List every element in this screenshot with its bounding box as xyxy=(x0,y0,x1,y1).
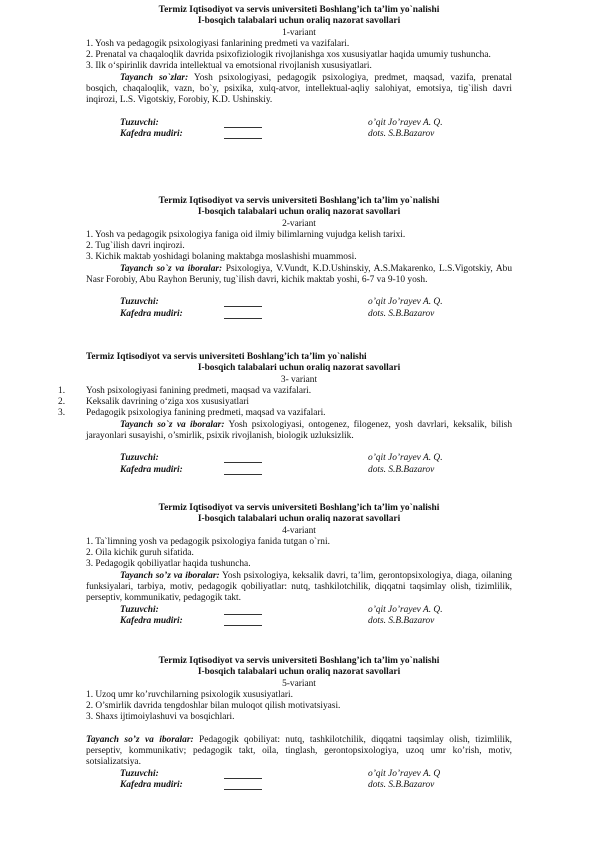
keywords-paragraph xyxy=(86,735,512,769)
question-item: 2. Prenatal va chaqaloqlik davrida psixofiziologik rivojlanishga xos xususiyatlar haqida umumiy tushuncha. xyxy=(86,50,491,61)
variant-label: 1-variant xyxy=(282,27,316,38)
keywords-paragraph xyxy=(86,571,512,605)
variant-5 xyxy=(86,656,512,791)
question-item: 2. Oila kichik guruh sifatida. xyxy=(86,548,194,559)
keywords-paragraph xyxy=(86,73,512,107)
author-signature-row xyxy=(86,297,512,308)
author-name: o’qit Jo’rayev A. Q. xyxy=(368,604,443,615)
question-number: 2. xyxy=(58,397,66,408)
signature-line xyxy=(224,309,262,319)
author-label: Tuzuvchi: xyxy=(120,297,159,308)
question-item: 1. Ta`limning yosh va pedagogik psixologiya fanida tutgan o`rni. xyxy=(86,536,330,547)
question-item: 1. Yosh va pedagogik psixologiyasi fanlarining predmeti va vazifalari. xyxy=(86,38,350,49)
keywords-label: Tayanch so`zlar: xyxy=(120,72,189,83)
head-label: Kafedra mudiri: xyxy=(120,128,183,139)
head-signature-row xyxy=(86,129,512,140)
university-title: Termiz Iqtisodiyot va servis universiteti Boshlang’ich ta’lim yo`nalishi xyxy=(86,352,367,362)
signature-line xyxy=(224,453,262,463)
author-label: Tuzuvchi: xyxy=(120,604,159,615)
university-title: Termiz Iqtisodiyot va servis universiteti Boshlang’ich ta’lim yo`nalishi xyxy=(158,503,440,513)
author-signature-row xyxy=(86,605,512,616)
signature-line xyxy=(224,129,262,139)
head-name: dots. S.B.Bazarov xyxy=(368,779,435,790)
question-item: 1. Yosh va pedagogik psixologiya faniga oid ilmiy bilimlarning vujudga kelish tarixi. xyxy=(86,229,406,240)
variant-4 xyxy=(86,503,512,627)
keywords-paragraph xyxy=(86,264,512,287)
variant-3 xyxy=(58,352,513,476)
author-name: o’qit Jo’rayev A. Q. xyxy=(368,297,443,308)
variant-label: 5-variant xyxy=(282,678,316,689)
university-title: Termiz Iqtisodiyot va servis universiteti Boshlang’ich ta’lim yo`nalishi xyxy=(158,5,440,15)
head-name: dots. S.B.Bazarov xyxy=(368,128,435,139)
head-signature-row xyxy=(86,465,512,476)
variant-label: 4-variant xyxy=(282,525,316,536)
keywords-text: Pedagogik qobiliyat: nutq, tashkilotchilik, diqqatni taqsimlay olish, tizimlilik, perseptiv, kommunikativ; pedagogik takt, oila, tinglash, gerontopsixologiya, uzoq umr ko’rish, motiv, sotsializatsiya. xyxy=(86,734,513,768)
question-item: 2. Tug`ilish davri inqirozi. xyxy=(86,241,185,252)
signature-line xyxy=(224,465,262,475)
head-label: Kafedra mudiri: xyxy=(120,779,183,790)
question-item: 2. O’smirlik davrida tengdoshlar bilan muloqot qilish motivatsiyasi. xyxy=(86,701,341,712)
signature-line xyxy=(224,780,262,790)
author-name: o’qit Jo’rayev A. Q xyxy=(368,768,441,779)
head-name: dots. S.B.Bazarov xyxy=(368,308,435,319)
exam-title: I-bosqich talabalari uchun oraliq nazorat savollari xyxy=(197,16,401,27)
head-signature-row xyxy=(86,309,512,320)
author-label: Tuzuvchi: xyxy=(120,768,159,779)
exam-title: I-bosqich talabalari uchun oraliq nazorat savollari xyxy=(197,363,401,374)
variant-2 xyxy=(86,196,512,320)
head-name: dots. S.B.Bazarov xyxy=(368,615,435,626)
keywords-label: Tayanch so`z va iboralar: xyxy=(120,419,225,430)
keywords-label: Tayanch so`z va iboralar: xyxy=(120,263,223,274)
author-label: Tuzuvchi: xyxy=(120,453,159,464)
question-item: 3. Ilk o‘spirinlik davrida intellektual va emotsional rivojlanish xususiyatlari. xyxy=(86,61,372,72)
exam-title: I-bosqich talabalari uchun oraliq nazorat savollari xyxy=(197,514,401,525)
signature-line xyxy=(224,605,262,615)
author-name: o’qit Jo’rayev A. Q. xyxy=(368,117,443,128)
question-item: 1. Uzoq umr ko’ruvchilarning psixologik xususiyatlari. xyxy=(86,689,294,700)
head-label: Kafedra mudiri: xyxy=(120,464,183,475)
exam-title: I-bosqich talabalari uchun oraliq nazorat savollari xyxy=(197,207,401,218)
author-signature-row xyxy=(86,769,512,780)
author-signature-row xyxy=(86,453,512,464)
question-item: 3. Pedagogik qobiliyatlar haqida tushuncha. xyxy=(86,559,251,570)
question-item: 1. Yosh psixologiyasi fanining predmeti, maqsad va vazifalari. xyxy=(58,385,312,396)
question-number: 1. xyxy=(58,385,66,396)
head-signature-row xyxy=(86,780,512,791)
signature-line xyxy=(224,616,262,626)
question-number: 3. xyxy=(58,408,66,419)
signature-line xyxy=(224,297,262,307)
head-label: Kafedra mudiri: xyxy=(120,308,183,319)
question-item: 3. Kichik maktab yoshidagi bolaning maktabga moslashishi muammosi. xyxy=(86,252,357,263)
question-item: 3. Pedagogik psixologiya fanining predmeti, maqsad va vazifalari. xyxy=(58,408,326,419)
variant-label: 2-variant xyxy=(282,218,316,229)
keywords-text: Yosh psixologiyasi, pedagogik psixologiya, predmet, maqsad, vazifa, prenatal bosqich, chaqaloqlik, vazn, bo`y, psixika, xulq-atvor, intellektual-aqliy salohiyat, emotsiya, tig`ilish davri inqirozi, L.S. Vigotskiy, Forobiy, K.D. Ushinskiy. xyxy=(86,72,512,106)
head-label: Kafedra mudiri: xyxy=(120,615,183,626)
signature-line xyxy=(224,769,262,779)
author-name: o’qit Jo’rayev A. Q. xyxy=(368,453,443,464)
university-title: Termiz Iqtisodiyot va servis universiteti Boshlang’ich ta’lim yo`nalishi xyxy=(158,196,440,206)
head-signature-row xyxy=(86,616,512,627)
question-list xyxy=(58,385,512,420)
variant-label: 3- variant xyxy=(280,374,318,385)
keywords-text: Yosh psixologiya, keksalik davri, ta’lim, gerontopsixologiya, diaga, oilaning funksiyalari, tarbiya, motiv, pedagogik qobiliyatlar: nutq, tashkilotchilik, diqqatni taqsimlay olish, tizimlilik, perseptiv, kommunikativ, pedagogik takt. xyxy=(86,570,512,604)
university-title: Termiz Iqtisodiyot va servis universiteti Boshlang’ich ta’lim yo`nalishi xyxy=(158,656,440,666)
question-item: 3. Shaxs ijtimoiylashuvi va bosqichlari. xyxy=(86,712,235,723)
keywords-label: Tayanch so’z va iboralar: xyxy=(120,570,220,581)
variant-1 xyxy=(86,5,512,140)
keywords-text: Psixologiya, V.Vundt, K.D.Ushinskiy, A.S.Makarenko, L.S.Vigotskiy, Abu Nasr Forobiy, Abu Rayhon Beruniy, tug`ilish davri, kichik maktab yoshi, 6-7 va 9-10 yosh. xyxy=(86,263,513,286)
head-name: dots. S.B.Bazarov xyxy=(368,464,435,475)
keywords-text: Yosh psixologiyasi, ontogenez, filogenez, yosh davrlari, keksalik, bilish jarayonlari susayishi, o’smirlik, psixik rivojlanish, biologik uzluksizlik. xyxy=(86,419,513,442)
exam-title: I-bosqich talabalari uchun oraliq nazorat savollari xyxy=(197,667,401,678)
question-item: 2. Keksalik davrining o‘ziga xos xususiyatlari xyxy=(58,397,249,408)
keywords-label: Tayanch so’z va iboralar: xyxy=(86,734,194,745)
signature-line xyxy=(224,118,262,128)
author-signature-row xyxy=(86,118,512,129)
keywords-paragraph xyxy=(86,420,512,443)
author-label: Tuzuvchi: xyxy=(120,117,159,128)
